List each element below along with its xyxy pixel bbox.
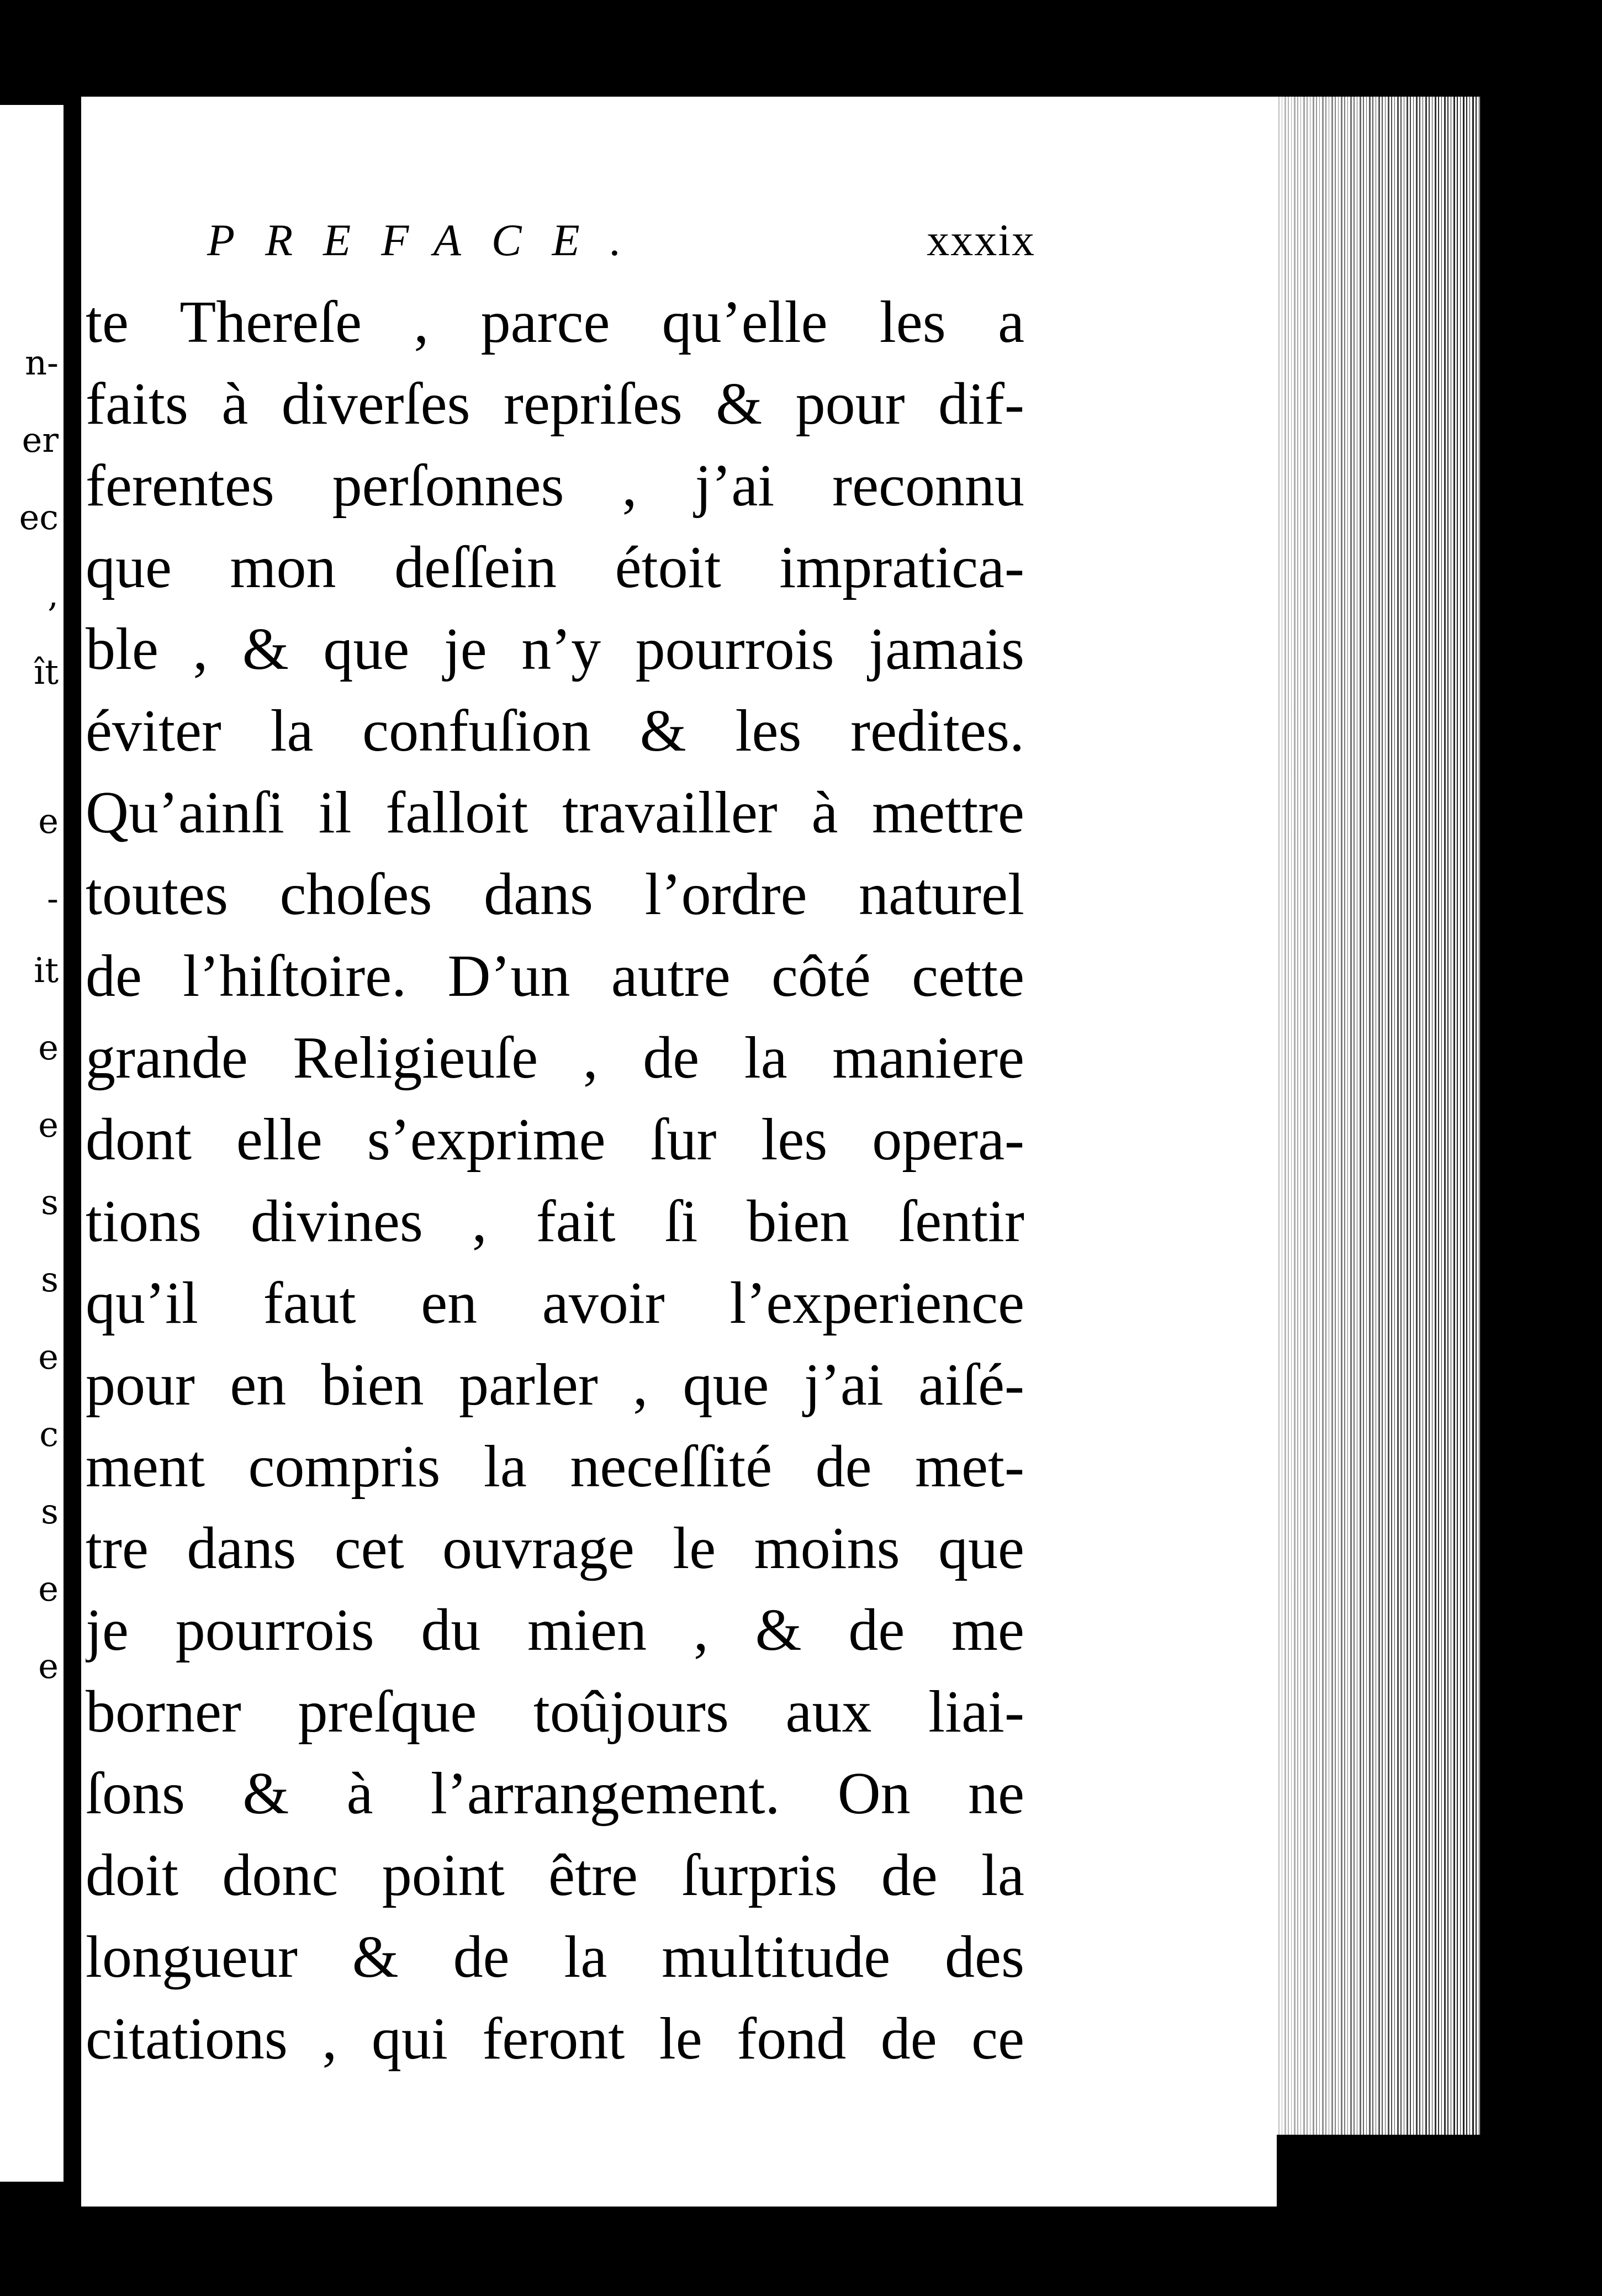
fragment: ec — [19, 497, 59, 537]
fragment: s — [41, 1259, 59, 1300]
text-line: dont elle s’exprime ſur les opera- — [86, 1107, 1024, 1173]
page-number: xxxix — [927, 215, 1035, 265]
text-line: citations , qui feront le fond de ce — [86, 2006, 1024, 2072]
text-line: que mon deſſein étoit impratica- — [86, 535, 1024, 600]
text-line: doit donc point être ſurpris de la — [86, 1843, 1024, 1908]
text-line: ment compris la neceſſité de met- — [86, 1434, 1024, 1500]
fragment: e — [38, 1027, 59, 1068]
book-edge-shadow — [1480, 97, 1546, 2151]
text-line: longueur & de la multitude des — [86, 1924, 1024, 1990]
fragment: it — [34, 950, 59, 990]
text-line: tre dans cet ouvrage le moins que — [86, 1516, 1024, 1581]
fragment: ît — [34, 652, 59, 692]
text-line: pour en bien parler , que j’ai aiſé- — [86, 1352, 1024, 1418]
text-line: faits à diverſes repriſes & pour dif- — [86, 371, 1024, 437]
body-text — [86, 287, 1024, 2086]
fragment: e — [38, 1105, 59, 1145]
fragment: c — [39, 1414, 59, 1454]
text-line: ferentes perſonnes , j’ai reconnu — [86, 453, 1024, 519]
fragment: e — [38, 1569, 59, 1609]
fragment: - — [47, 878, 59, 919]
text-line: te Thereſe , parce qu’elle les a — [86, 289, 1024, 355]
text-line: toutes choſes dans l’ordre naturel — [86, 862, 1024, 927]
facing-page-text-fragments — [1, 105, 63, 2182]
text-line: borner preſque toûjours aux liai- — [86, 1679, 1024, 1745]
facing-page-left — [0, 105, 64, 2182]
text-line: Qu’ainſi il falloit travailler à mettre — [86, 780, 1024, 846]
fragment: s — [41, 1182, 59, 1222]
text-line: grande Religieuſe , de la maniere — [86, 1025, 1024, 1091]
text-line: qu’il faut en avoir l’experience — [86, 1270, 1024, 1336]
fragment: e — [38, 1337, 59, 1377]
fragment: er — [22, 420, 59, 460]
fragment: s — [41, 1491, 59, 1532]
running-head — [207, 214, 1035, 275]
running-title: PREFACE. — [207, 215, 652, 265]
text-line: ſons & à l’arrangement. On ne — [86, 1761, 1024, 1827]
fragment: n- — [25, 342, 59, 383]
text-line: éviter la confuſion & les redites. — [86, 698, 1024, 764]
text-line: ble , & que je n’y pourrois jamais — [86, 616, 1024, 682]
fragment: e — [38, 1646, 59, 1686]
fragment: e — [38, 801, 59, 841]
fragment: , — [47, 574, 59, 615]
text-line: je pourrois du mien , & de me — [86, 1597, 1024, 1663]
text-line: tions divines , fait ſi bien ſentir — [86, 1189, 1024, 1254]
text-line: de l’hiſtoire. D’un autre côté cette — [86, 943, 1024, 1009]
gutter — [64, 99, 81, 2198]
